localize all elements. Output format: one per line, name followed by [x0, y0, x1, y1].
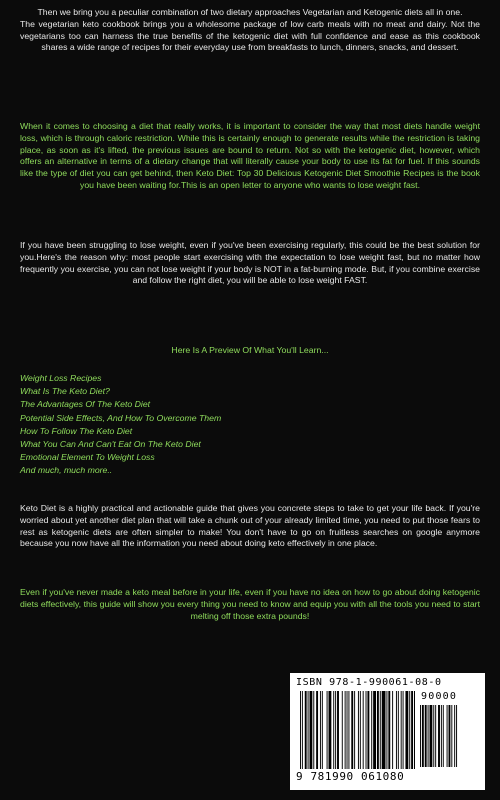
isbn-barcode	[290, 673, 485, 790]
choosing-diet-paragraph: When it comes to choosing a diet that really works, it is important to consider the way that most diets handle weight loss, which is through caloric restriction. While this is certainly enough to generate results while the restriction is taking place, as soon as it's lifted, the previous issues are bound to return. Not so with the ketogenic diet, however, which offers an alternative in terms of a dietary change that will literally cause your body to use its fat for fuel. If this sounds like the type of diet you can get behind, then Keto Diet: Top 30 Delicious Ketogenic Diet Smoothie Recipes is the book you have been waiting for.This is an open letter to anyone who wants to lose weight fast.	[20, 121, 480, 190]
keto-guide-paragraph: Keto Diet is a highly practical and actionable guide that gives you concrete steps to take to get your life back. If you're worried about yet another diet plan that will take a chunk out of your already limited time, you need to put those fears to rest as ketogenic diets are often simpler to make! You don't have to go on fruitless searches on google anymore because you now have all the information you need about doing keto effectively in one place.	[20, 503, 480, 549]
list-item: Emotional Element To Weight Loss	[20, 452, 155, 463]
list-item: Potential Side Effects, And How To Overcome Them	[20, 412, 222, 423]
list-item: The Advantages Of The Keto Diet	[20, 399, 151, 410]
ean13-bars	[300, 691, 415, 771]
barcode-number: 9 781990 061080	[296, 770, 405, 783]
list-item: What You Can And Can't Eat On The Keto Diet	[20, 439, 201, 450]
isbn-label: ISBN 978-1-990061-08-0	[296, 677, 442, 688]
struggling-paragraph: If you have been struggling to lose weight, even if you've been exercising regularly, this could be the best solution for you.Here's the reason why: most people start exercising with the expectation to lose weight fast, but no matter how frequently you exercise, you can not lose weight if your body is NOT in a fat-burning mode. But, if you combine exercise and follow the right diet, you will be able to lose weight FAST.	[20, 240, 480, 286]
addon-bars	[420, 705, 475, 767]
list-item: How To Follow The Keto Diet	[20, 425, 133, 436]
list-item: Weight Loss Recipes	[20, 373, 102, 383]
closing-paragraph: Even if you've never made a keto meal before in your life, even if you have no idea on how to go about doing ketogenic diets effectively, this guide will show you every thing you need to know and equip you with all the tools you need to start melting off those extra pounds!	[20, 587, 480, 621]
preview-heading: Here Is A Preview Of What You'll Learn...	[171, 345, 329, 355]
list-item: What Is The Keto Diet?	[20, 386, 110, 397]
intro-paragraph: Then we bring you a peculiar combination of two dietary approaches Vegetarian and Ketogenic diets all in one. The vegetarian keto cookbook brings you a wholesome package of low carb meals with no meat and dairy. Not the vegetarians too can harness the true benefits of the ketogenic diet with full confidence and ease as this cookbook shares a wide range of recipes for their everyday use from breakfasts to lunch, dinners, snacks, and dessert.	[20, 7, 480, 53]
list-item: And much, much more..	[20, 465, 113, 476]
preview-list	[20, 372, 320, 478]
addon-code: 90000	[421, 691, 458, 702]
